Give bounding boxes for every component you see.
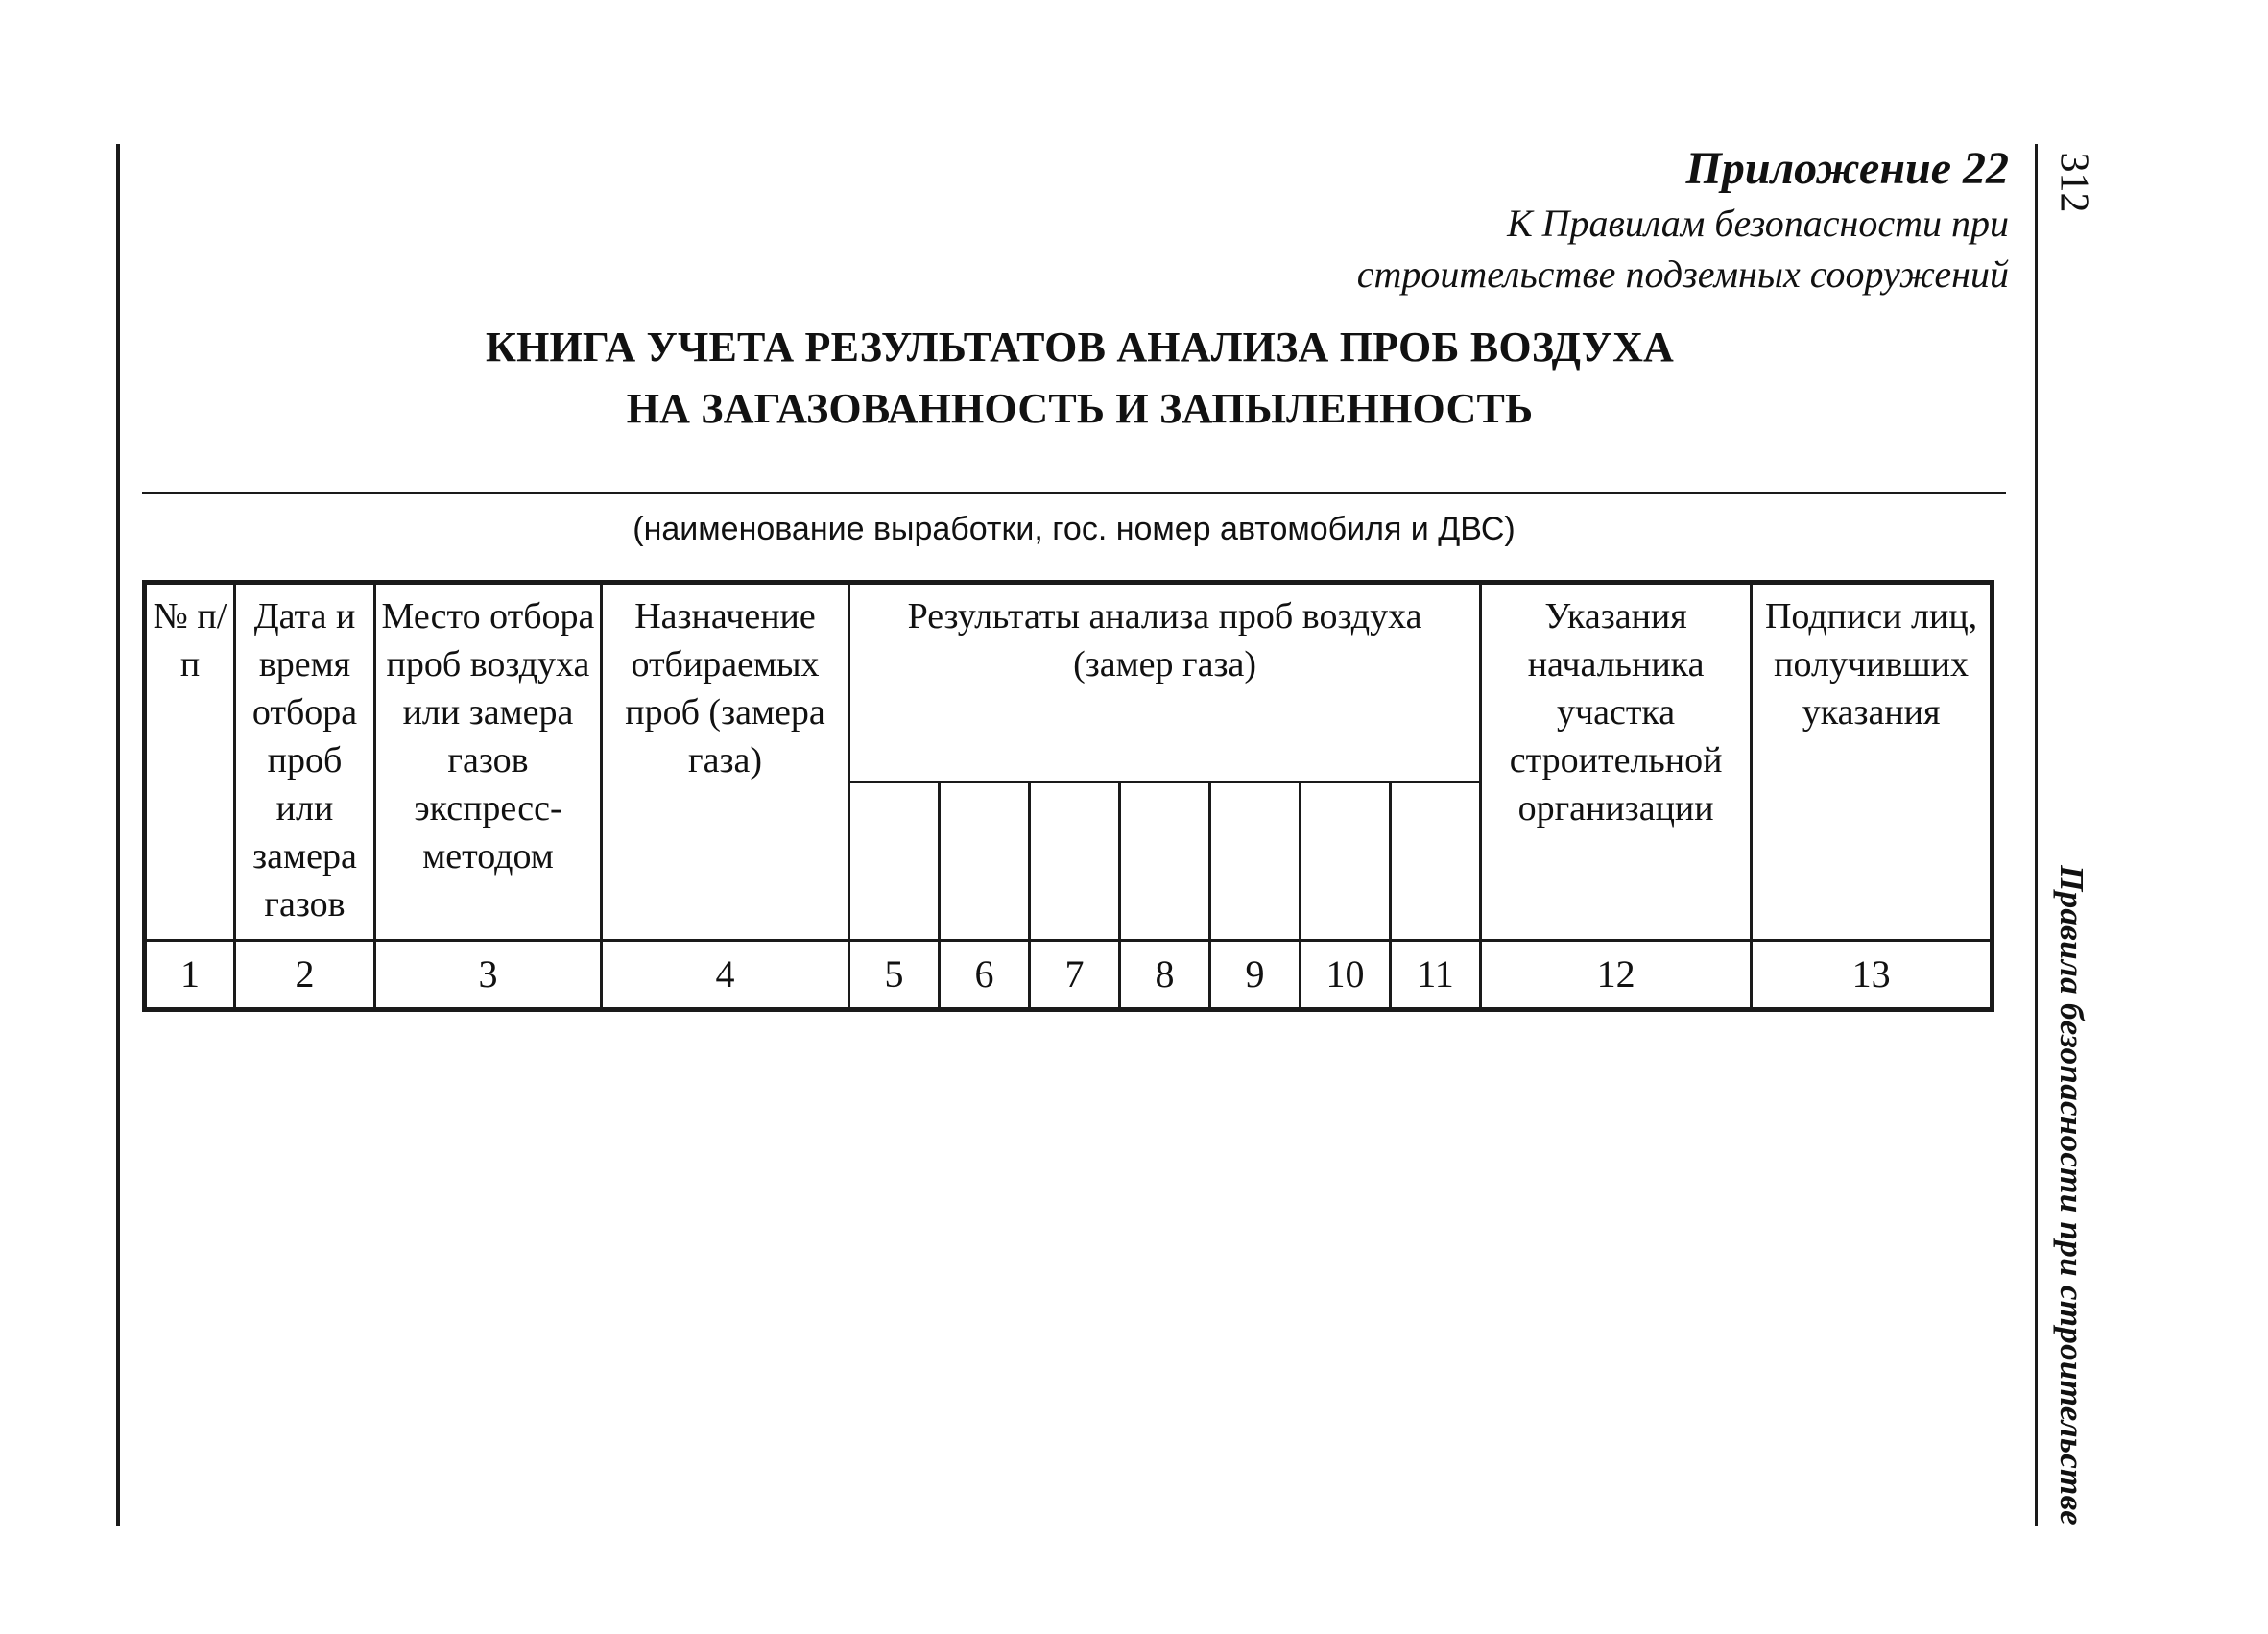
subheader-cell <box>1301 782 1391 941</box>
document-title <box>288 317 1872 440</box>
column-number: 2 <box>235 941 375 1010</box>
column-number: 6 <box>940 941 1030 1010</box>
column-number: 5 <box>849 941 940 1010</box>
left-margin-rule <box>116 144 120 1526</box>
column-number: 4 <box>602 941 849 1010</box>
appendix-title: Приложение 22 <box>1685 143 2009 194</box>
document-title-line: НА ЗАГАЗОВАННОСТЬ И ЗАПЫЛЕННОСТЬ <box>626 385 1534 432</box>
header-cell: Дата и время отбора проб или замера газов <box>235 583 375 941</box>
subheader-cell <box>1391 782 1481 941</box>
fill-in-line <box>142 492 2006 494</box>
column-number: 3 <box>375 941 602 1010</box>
column-number: 7 <box>1030 941 1120 1010</box>
column-number: 13 <box>1752 941 1993 1010</box>
appendix-line: строительстве подземных сооружений <box>1356 252 2009 296</box>
running-head-text: Правила безопасности при строительстве <box>2053 865 2090 1526</box>
register-table <box>142 580 1994 1012</box>
fill-in-caption: (наименование выработки, гос. номер автомобиля и ДВС) <box>633 511 1516 547</box>
running-head <box>2042 864 2100 1526</box>
page-number <box>2044 144 2102 221</box>
header-cell: Результаты анализа проб воздуха (замер газа) <box>849 583 1481 782</box>
subheader-cell <box>1030 782 1120 941</box>
appendix-line: К Правилам безопасности при <box>1507 202 2009 245</box>
subheader-cell <box>940 782 1030 941</box>
header-row <box>145 583 1993 782</box>
document-title-line: КНИГА УЧЕТА РЕЗУЛЬТАТОВ АНАЛИЗА ПРОБ ВОЗДУХА <box>485 324 1675 371</box>
header-cell: № п/п <box>145 583 235 941</box>
column-number: 12 <box>1481 941 1752 1010</box>
subheader-cell <box>849 782 940 941</box>
subheader-cell <box>1120 782 1210 941</box>
appendix-block <box>1357 140 2009 300</box>
column-number: 10 <box>1301 941 1391 1010</box>
column-number: 9 <box>1210 941 1301 1010</box>
subheader-cell <box>1210 782 1301 941</box>
header-cell: Указания начальника участка строительной организации <box>1481 583 1752 941</box>
column-number-row <box>145 941 1993 1010</box>
header-cell: Подписи лиц, получивших указания <box>1752 583 1993 941</box>
column-number: 11 <box>1391 941 1481 1010</box>
page-number-text: 312 <box>2051 152 2095 213</box>
header-cell: Место отбора проб воздуха или замера газов экспресс-методом <box>375 583 602 941</box>
column-number: 1 <box>145 941 235 1010</box>
right-margin-rule <box>2035 144 2038 1526</box>
header-cell: Назначение отбираемых проб (замера газа) <box>602 583 849 941</box>
column-number: 8 <box>1120 941 1210 1010</box>
